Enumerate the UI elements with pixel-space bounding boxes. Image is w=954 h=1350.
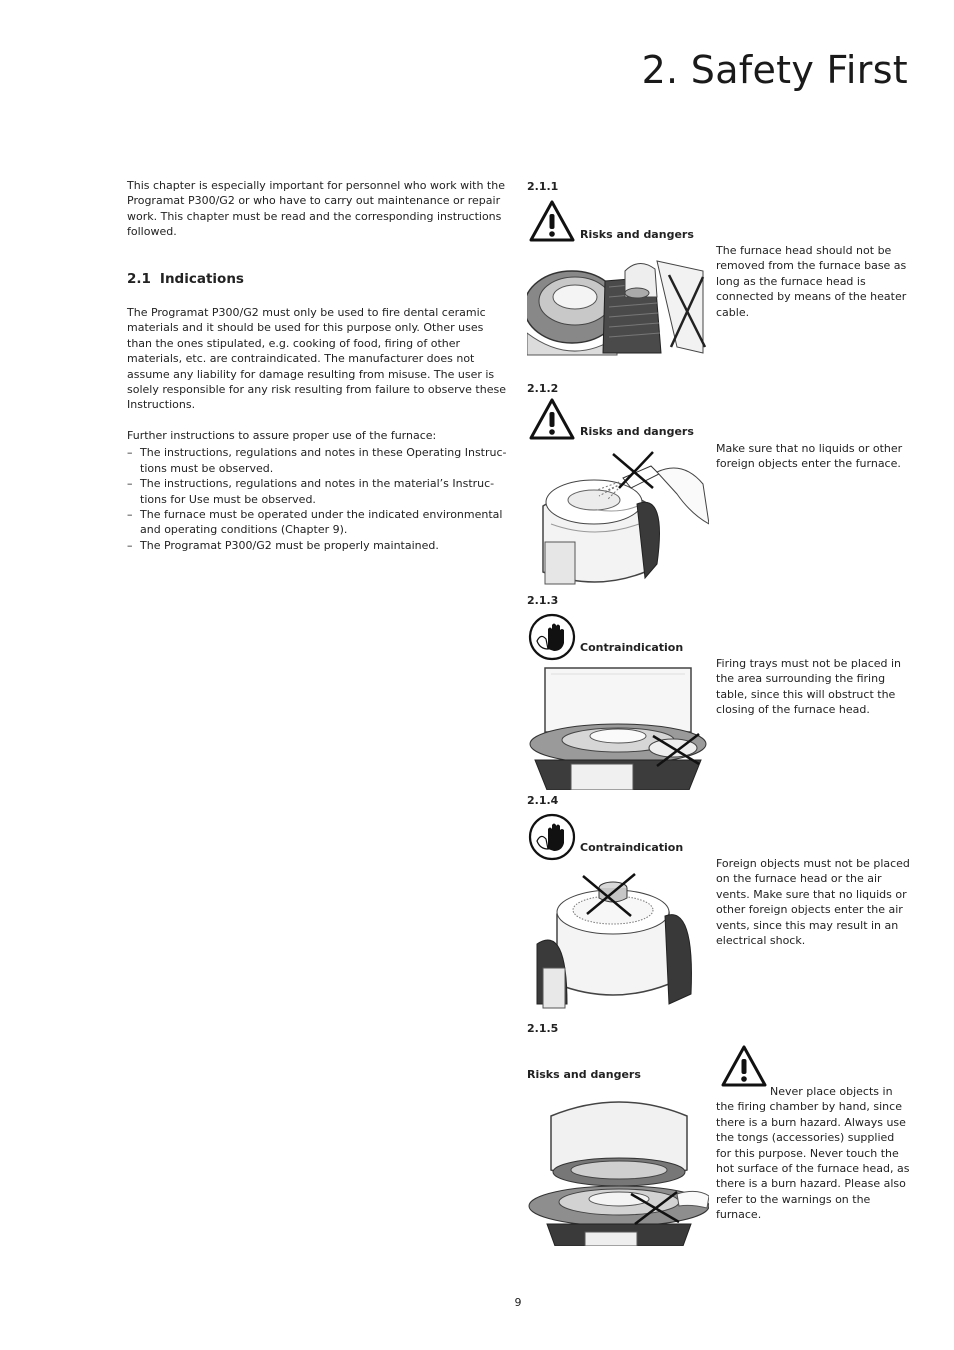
stop-hand-icon — [528, 613, 576, 661]
section-number: 2.1 — [127, 271, 151, 287]
subsection-label: Risks and dangers — [580, 228, 694, 241]
furnace-head-removal-illustration — [527, 257, 709, 357]
stop-hand-icon — [528, 813, 576, 861]
list-item: – The instructions, regulations and notes in the material’s Instruc-tions for Use must be observed. — [127, 476, 507, 507]
subsection-number: 2.1.4 — [527, 794, 559, 807]
further-intro: Further instructions to assure proper use of the furnace: — [127, 429, 437, 442]
hot-chamber-illustration — [527, 1096, 709, 1246]
page-number: 9 — [514, 1296, 522, 1309]
subsection-label: Contraindication — [580, 841, 684, 854]
subsection-number: 2.1.1 — [527, 180, 559, 193]
list-item: – The Programat P300/G2 must be properly maintained. — [127, 538, 507, 553]
subsection-label: Risks and dangers — [580, 425, 694, 438]
subsection-label: Contraindication — [580, 641, 684, 654]
warning-triangle-icon — [529, 199, 575, 243]
subsection-number: 2.1.3 — [527, 594, 559, 607]
list-item: – The instructions, regulations and notes in these Operating Instruc-tions must be observed. — [127, 445, 507, 476]
page-title: 2. Safety First — [641, 48, 908, 92]
air-vent-warning-illustration — [527, 864, 709, 1012]
subsection-text: Never place objects in the firing chamber by hand, since there is a burn hazard. Always use the tongs (accessories) supplied for this purpose. Never touch the hot surface of the furnace head, as there is a burn hazard. Please also refer to the warnings on the furnace. — [716, 1085, 910, 1222]
list-item: – The furnace must be operated under the indicated environmental and operating conditions (Chapter 9). — [127, 507, 507, 538]
intro-paragraph: This chapter is especially important for personnel who work with the Programat P300/G2 or who have to carry out maintenance or repair work. This chapter must be read and the corresponding instructions followed. — [127, 179, 505, 239]
subsection-text: Firing trays must not be placed in the area surrounding the firing table, since this will obstruct the closing of the furnace head. — [716, 657, 902, 717]
instruction-list — [127, 445, 507, 553]
warning-triangle-icon — [720, 1044, 768, 1088]
section-title: Indications — [159, 271, 244, 287]
firing-table-illustration — [527, 664, 709, 790]
subsection-text: Make sure that no liquids or other foreign objects enter the furnace. — [716, 442, 903, 471]
indications-paragraph: The Programat P300/G2 must only be used to fire dental ceramic materials and it should be used for this purpose only. Other uses than the ones stipulated, e.g. cooking of food, firing of other materials, etc. are contraindicated. The manufacturer does not assume any liability for damage resulting from misuse. The user is solely responsible for any risk resulting from failure to observe these Instructions. — [127, 306, 506, 412]
warning-triangle-icon — [529, 397, 575, 441]
subsection-label: Risks and dangers — [527, 1068, 641, 1081]
further-instructions — [127, 428, 507, 553]
section-heading-indications — [127, 271, 244, 287]
subsection-text: The furnace head should not be removed from the furnace base as long as the furnace head is connected by means of the heater cable. — [716, 244, 907, 319]
subsection-number: 2.1.5 — [527, 1022, 559, 1035]
subsection-text: Foreign objects must not be placed on the furnace head or the air vents. Make sure that no liquids or other foreign objects enter the air vents, since this may result in an electrical shock. — [716, 857, 910, 948]
subsection-number: 2.1.2 — [527, 382, 559, 395]
liquid-warning-illustration — [527, 444, 709, 592]
